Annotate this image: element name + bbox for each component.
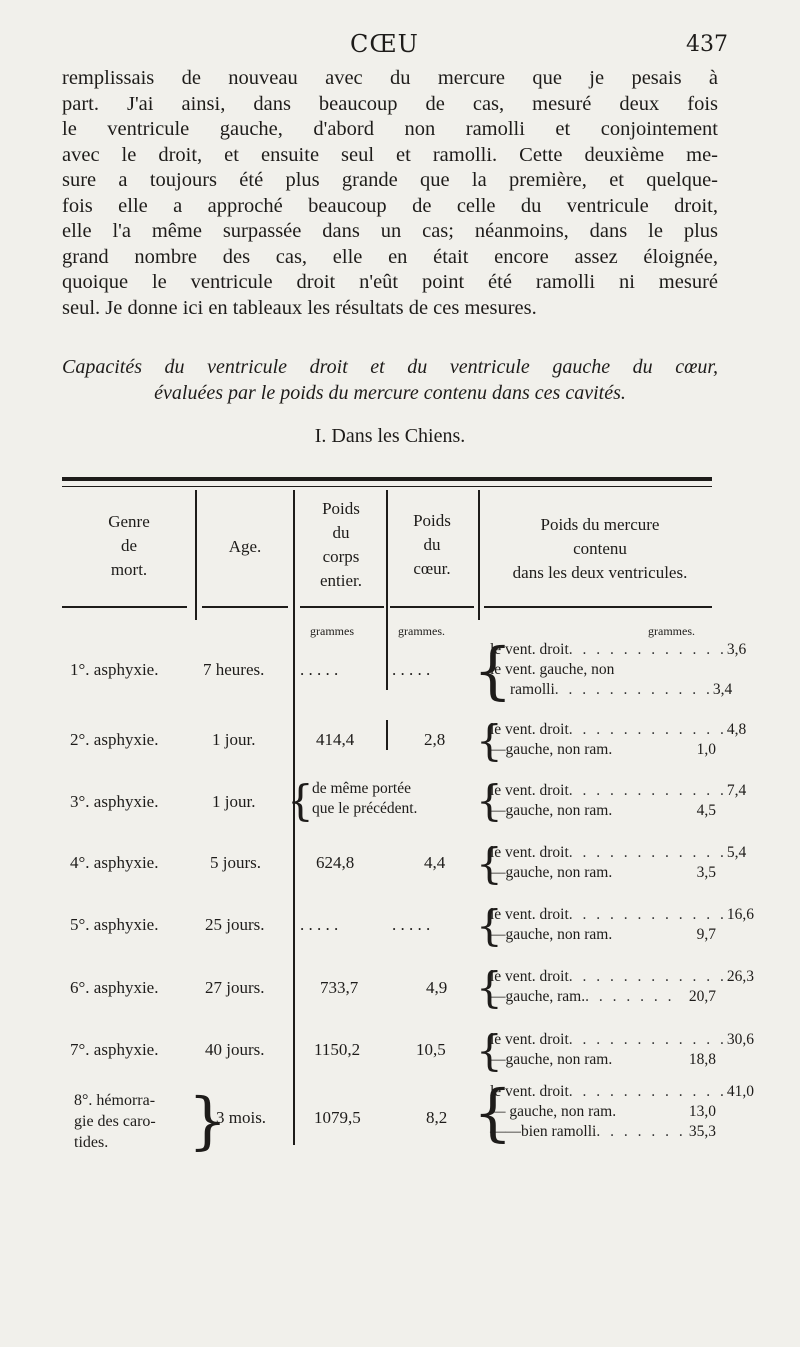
cell-corps: que le précédent.: [312, 800, 418, 817]
header-text: Poids du mercure: [540, 515, 660, 534]
dot-leader: . . . . . . . . . . . .: [568, 906, 727, 923]
mercure-label: —gauche, ram.: [490, 988, 586, 1005]
cell-genre: gie des caro-: [74, 1113, 156, 1130]
dot-leader: . . . . . . . . . . . .: [568, 1031, 727, 1048]
mercure-value: 18,8: [688, 1051, 716, 1068]
dot-leader: [612, 1050, 689, 1070]
cell-age: 5 jours.: [210, 853, 261, 872]
caption-line: Capacités du ventricule droit et du ventricule gauche du cœur,: [62, 356, 718, 378]
header-text: contenu: [573, 539, 627, 558]
header-mercure: [482, 513, 718, 585]
cell-coeur: 2,8: [424, 730, 446, 749]
cell-corps: 1150,2: [314, 1040, 361, 1059]
page-number: 437: [686, 32, 728, 57]
mercure-line: [490, 1082, 755, 1102]
mercure-list: [490, 1082, 755, 1142]
cell-genre: 4°. asphyxie.: [70, 853, 159, 872]
mercure-value: 3,6: [726, 641, 747, 658]
unit-mercure: grammes.: [648, 624, 695, 638]
cell-coeur: . . . . .: [392, 915, 431, 934]
cell-age: 25 jours.: [205, 915, 265, 934]
mercure-value: 4,8: [726, 721, 747, 738]
header-text: mort.: [110, 560, 148, 579]
cell-coeur: 10,5: [416, 1040, 446, 1059]
running-head-title: CŒU: [350, 30, 419, 58]
mercure-list: [490, 967, 755, 1007]
body-line: elle l'a même surpassée dans un cas; néanmoins, dans le plus: [62, 220, 718, 242]
cell-age: 1 jour.: [212, 730, 256, 749]
cell-corps: 733,7: [320, 978, 359, 997]
header-age: [198, 535, 292, 559]
header-text: Poids: [322, 499, 360, 518]
cell-genre: tides.: [74, 1134, 109, 1151]
mercure-label: —gauche, non ram.: [490, 802, 613, 819]
cell-corps: . . . . .: [300, 660, 339, 679]
header-text: du: [423, 535, 441, 554]
mercure-line: [490, 987, 716, 1007]
header-bottom-rule: [484, 606, 712, 608]
brace: {: [473, 1076, 513, 1149]
cell-coeur: 8,2: [426, 1108, 448, 1127]
table-top-rule-thick: [62, 477, 712, 481]
mercure-label: le vent. droit: [490, 906, 569, 923]
cell-genre: 7°. asphyxie.: [70, 1040, 159, 1059]
cell-coeur: . . . . .: [392, 660, 431, 679]
cell-coeur: 4,9: [426, 978, 448, 997]
mercure-value: 9,7: [696, 926, 716, 943]
cell-genre: 8°. hémorra-: [74, 1092, 156, 1109]
brace: {: [476, 839, 503, 888]
mercure-label: ——bien ramolli: [490, 1123, 597, 1140]
column-divider: [386, 720, 388, 750]
cell-age: 1 jour.: [212, 792, 256, 811]
body-line: part. J'ai ainsi, dans beaucoup de cas, mesuré deux fois: [62, 92, 718, 115]
mercure-list: [490, 905, 755, 945]
section-title: I. Dans les Chiens.: [314, 425, 466, 447]
mercure-list: [490, 640, 747, 700]
mercure-list: [490, 843, 747, 883]
body-paragraph: [62, 66, 718, 321]
dot-leader: [616, 1102, 689, 1122]
mercure-label: le vent. droit: [490, 782, 569, 799]
header-bottom-rule: [202, 606, 288, 608]
table-caption: [62, 354, 718, 406]
header-bottom-rule: [300, 606, 384, 608]
mercure-line: [490, 843, 747, 863]
mercure-line: [490, 740, 716, 760]
cell-genre: 3°. asphyxie.: [70, 792, 159, 811]
body-line: seul. Je donne ici en tableaux les résultats de ces mesures.: [62, 296, 537, 319]
mercure-value: 13,0: [688, 1103, 716, 1120]
cell-age: 7 heures.: [203, 660, 265, 679]
cell-corps: 624,8: [316, 853, 355, 872]
cell-age: 3 mois.: [216, 1108, 267, 1127]
mercure-line: [490, 905, 755, 925]
mercure-label: ramolli: [510, 681, 555, 698]
brace: {: [476, 776, 503, 825]
mercure-line: [490, 863, 716, 883]
header-text: corps: [322, 547, 360, 566]
cell-age: 27 jours.: [205, 978, 265, 997]
unit-corps: grammes: [310, 624, 354, 638]
mercure-value: 16,6: [726, 906, 755, 923]
mercure-line: [490, 1122, 716, 1142]
mercure-value: 35,3: [688, 1123, 716, 1140]
dot-leader: . . . . . . . . . . . .: [568, 721, 727, 738]
header-text: dans les deux ventricules.: [512, 563, 688, 582]
cell-genre: 6°. asphyxie.: [70, 978, 159, 997]
brace: {: [287, 776, 314, 825]
mercure-value: 26,3: [726, 968, 755, 985]
cell-corps: de même portée: [312, 780, 411, 797]
mercure-line: [490, 720, 747, 740]
header-text: entier.: [319, 571, 362, 590]
mercure-value: 41,0: [726, 1083, 755, 1100]
mercure-label: le vent. droit: [490, 844, 569, 861]
cell-coeur: 4,4: [424, 853, 446, 872]
mercure-label: — gauche, non ram.: [490, 1103, 617, 1120]
column-divider: [478, 490, 480, 620]
mercure-value: 4,5: [696, 802, 716, 819]
dot-leader: . . . . . . . . . . . .: [568, 844, 727, 861]
mercure-label: —gauche, non ram.: [490, 741, 613, 758]
mercure-label: le vent. droit: [490, 968, 569, 985]
dot-leader: [612, 925, 696, 945]
header-text: du: [332, 523, 350, 542]
header-text: cœur.: [413, 559, 451, 578]
brace: {: [476, 716, 503, 765]
mercure-value: 30,6: [726, 1031, 755, 1048]
body-line: fois elle a approché beaucoup de celle du ventricule droit,: [62, 194, 718, 217]
dot-leader: [612, 740, 696, 760]
cell-age: 40 jours.: [205, 1040, 265, 1059]
mercure-list: [490, 720, 747, 760]
mercure-label: le vent. gauche, non: [490, 661, 615, 678]
dot-leader: . . . . . . . . . . . .: [568, 968, 727, 985]
brace: {: [476, 963, 503, 1012]
mercure-line: [490, 781, 747, 801]
unit-coeur: grammes.: [398, 624, 445, 638]
mercure-label: —gauche, non ram.: [490, 864, 613, 881]
header-poids-coeur: [388, 509, 476, 581]
dot-leader: . . . . . . .: [585, 988, 675, 1005]
header-text: Poids: [413, 511, 451, 530]
mercure-line: [490, 925, 716, 945]
cell-corps: 1079,5: [314, 1108, 361, 1127]
brace: }: [188, 1084, 228, 1157]
mercure-line: [490, 967, 755, 987]
mercure-label: —gauche, non ram.: [490, 926, 613, 943]
mercure-line: [490, 640, 747, 660]
brace: {: [473, 634, 513, 707]
body-line: remplissais de nouveau avec du mercure que je pesais à: [62, 67, 718, 89]
mercure-value: 5,4: [726, 844, 747, 861]
caption-line: évaluées par le poids du mercure contenu dans ces cavités.: [154, 382, 626, 404]
cell-corps: . . . . .: [300, 915, 339, 934]
dot-leader: . . . . . . . . . . . .: [568, 1083, 727, 1100]
dot-leader: . . . . . . . . . . . .: [554, 681, 713, 698]
mercure-value: 3,4: [712, 681, 733, 698]
mercure-line: [490, 1030, 755, 1050]
dot-leader: [612, 801, 696, 821]
dot-leader: . . . . . . . . . . . .: [568, 782, 727, 799]
brace: {: [476, 901, 503, 950]
dot-leader: . . . . . . . . . . . .: [568, 641, 727, 658]
mercure-line: [490, 1102, 716, 1122]
mercure-label: le vent. droit: [490, 1083, 569, 1100]
body-line: le ventricule gauche, d'abord non ramolli et conjointement: [62, 118, 718, 140]
header-bottom-rule: [390, 606, 474, 608]
cell-corps: 414,4: [316, 730, 355, 749]
header-text: Genre: [108, 512, 150, 531]
mercure-label: le vent. droit: [490, 641, 569, 658]
header-poids-corps: [296, 497, 386, 593]
body-line: grand nombre des cas, elle en était encore assez éloignée,: [62, 245, 718, 268]
mercure-line: [490, 801, 716, 821]
header-bottom-rule: [62, 606, 187, 608]
mercure-value: 20,7: [688, 988, 716, 1005]
body-line: sure a toujours été plus grande que la première, et quelque-: [62, 169, 718, 191]
mercure-value: 3,5: [696, 864, 716, 881]
mercure-line: [490, 1050, 716, 1070]
brace: {: [476, 1026, 503, 1075]
mercure-label: le vent. droit: [490, 721, 569, 738]
body-line: quoique le ventricule droit n'eût point été ramolli ni mesuré: [62, 271, 718, 293]
column-divider: [195, 490, 197, 620]
cell-genre: 2°. asphyxie.: [70, 730, 159, 749]
body-line: avec le droit, et ensuite seul et ramolli. Cette deuxième me-: [62, 143, 718, 166]
cell-genre: 5°. asphyxie.: [70, 915, 159, 934]
mercure-list: [490, 1030, 755, 1070]
cell-genre: 1°. asphyxie.: [70, 660, 159, 679]
dot-leader: [612, 863, 696, 883]
mercure-label: —gauche, non ram.: [490, 1051, 613, 1068]
header-text: de: [120, 536, 138, 555]
mercure-label: le vent. droit: [490, 1031, 569, 1048]
mercure-line: [490, 680, 733, 700]
mercure-value: 7,4: [726, 782, 747, 799]
running-head: [0, 30, 800, 62]
mercure-value: 1,0: [696, 741, 716, 758]
table-top-rule-thin: [62, 486, 712, 487]
header-text: Age.: [228, 537, 262, 556]
header-genre: [66, 510, 192, 582]
dot-leader: . . . . . . .: [596, 1123, 686, 1140]
mercure-list: [490, 781, 747, 821]
mercure-line: [490, 660, 716, 680]
